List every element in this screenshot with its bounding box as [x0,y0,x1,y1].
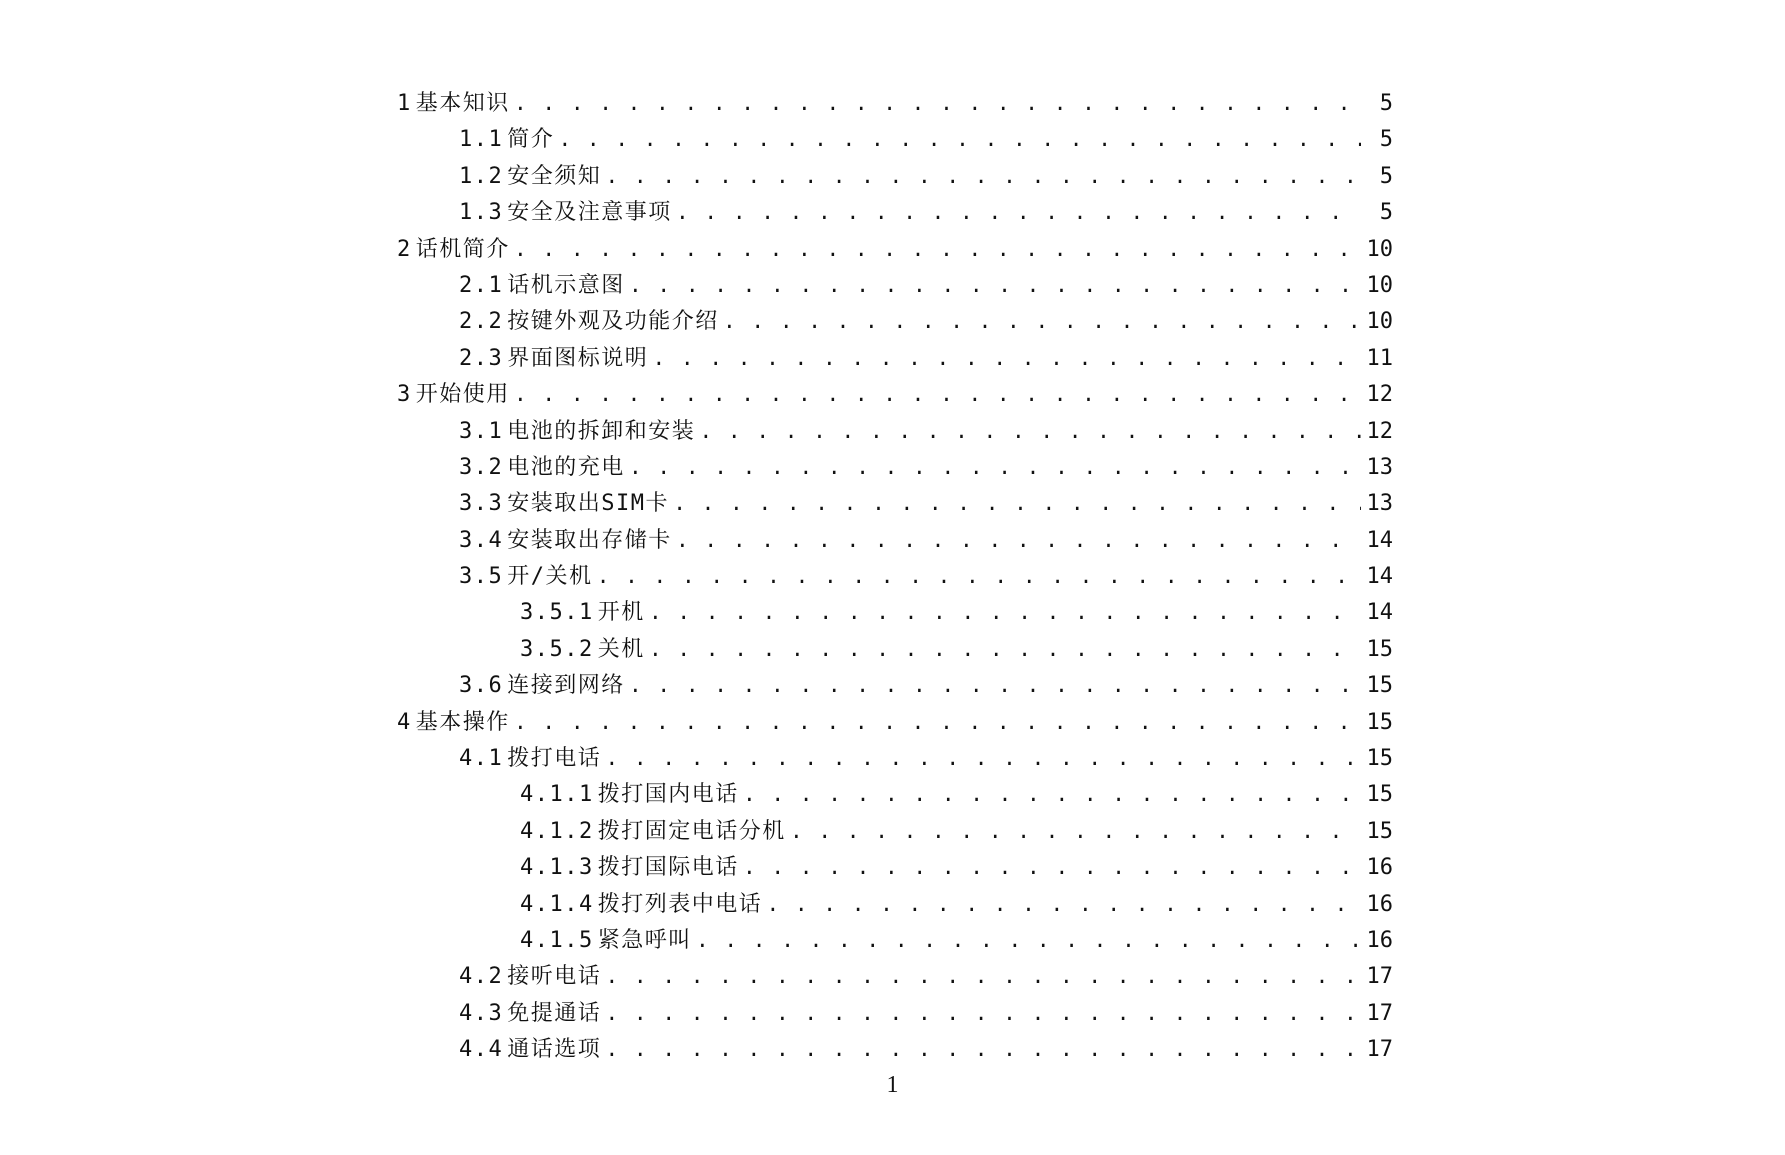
toc-entry-number: 4.4 [459,1037,504,1063]
toc-entry-label [459,450,625,481]
toc-entry-number: 4.3 [459,1000,504,1026]
toc-entry-page: 10 [1366,236,1393,262]
toc-entry-page: 17 [1366,964,1393,990]
toc-entry-title: 话机简介 [415,236,510,262]
toc-dot-leader [723,310,1361,335]
toc-entry-title: 电池的拆卸和安装 [507,418,696,444]
toc-entry-label [459,268,625,299]
toc-entry-title: 话机示意图 [507,272,625,298]
toc-entry[interactable] [397,523,1393,559]
toc-entry-page: 5 [1379,163,1393,189]
toc-entry-page: 11 [1366,345,1393,371]
toc-dot-leader [699,420,1361,445]
toc-entry-label [459,195,672,226]
toc-entry-title: 电池的充电 [507,454,625,480]
toc-entry[interactable] [397,122,1393,158]
toc-dot-leader [649,601,1361,626]
toc-dot-leader [514,383,1361,408]
toc-entry-page: 16 [1366,855,1393,881]
toc-entry-title: 拨打电话 [507,746,602,772]
toc-entry-number: 3.1 [459,418,504,444]
toc-entry-label [459,414,695,445]
toc-dot-leader [605,747,1361,772]
toc-entry[interactable] [397,632,1393,668]
toc-entry-label [459,341,648,372]
toc-dot-leader [790,820,1361,845]
toc-entry[interactable] [397,705,1393,741]
toc-entry-page: 12 [1366,382,1393,408]
toc-dot-leader [514,238,1361,263]
toc-entry-title: 安装取出存储卡 [507,527,672,553]
toc-entry[interactable] [397,414,1393,450]
toc-dot-leader [743,783,1361,808]
toc-entry-title: 拨打列表中电话 [597,891,763,917]
toc-entry[interactable] [397,959,1393,995]
toc-entry-label [520,777,739,808]
toc-entry-page: 16 [1366,891,1393,917]
toc-entry-title: 紧急呼叫 [597,927,692,953]
toc-entry-title: 基本知识 [415,91,510,116]
toc-entry[interactable] [397,232,1393,268]
toc-entry-label [459,559,593,590]
toc-entry-page: 5 [1379,200,1393,226]
toc-entry-title: 开始使用 [415,382,510,408]
toc-entry-title: 安全须知 [507,163,602,189]
toc-entry-page: 5 [1379,127,1393,153]
toc-entry[interactable] [397,159,1393,195]
toc-entry[interactable] [397,486,1393,522]
toc-entry-title: 简介 [507,127,555,153]
toc-dot-leader [696,929,1361,954]
table-of-contents [397,86,1393,1069]
toc-entry-number: 1 [397,91,412,116]
toc-entry[interactable] [397,304,1393,340]
page-number: 1 [886,1072,899,1098]
toc-entry-page: 10 [1366,272,1393,298]
toc-entry-number: 1.1 [459,127,504,153]
toc-entry-number: 2.1 [459,272,504,298]
toc-dot-leader [676,201,1361,226]
toc-entry-label [459,159,601,190]
toc-entry-label [459,996,601,1027]
toc-entry-page: 14 [1366,564,1393,590]
toc-dot-leader [514,711,1361,736]
toc-entry-label [459,1032,601,1063]
toc-entry-page: 13 [1366,491,1393,517]
toc-entry-title: 开/关机 [507,564,593,590]
toc-dot-leader [605,1002,1361,1027]
toc-entry-number: 4.1.3 [520,855,594,881]
toc-entry-title: 安装取出SIM卡 [507,491,669,517]
toc-entry-title: 拨打国内电话 [597,782,739,808]
toc-entry-number: 4.2 [459,964,504,990]
toc-entry-number: 1.2 [459,163,504,189]
toc-entry-number: 4 [397,709,412,735]
toc-entry[interactable] [397,996,1393,1032]
toc-entry-title: 界面图标说明 [507,345,649,371]
toc-entry-label [459,304,719,335]
toc-entry-page: 14 [1366,600,1393,626]
toc-entry-number: 3.5 [459,564,504,590]
toc-entry-number: 2 [397,236,412,262]
toc-entry-page: 15 [1366,709,1393,735]
toc-entry-label [459,741,601,772]
toc-entry[interactable] [397,268,1393,304]
toc-dot-leader [605,965,1361,990]
toc-entry-title: 接听电话 [507,964,602,990]
toc-entry[interactable] [397,741,1393,777]
toc-entry[interactable] [397,1032,1393,1068]
toc-entry-label [520,923,692,954]
toc-entry-page: 15 [1366,818,1393,844]
toc-dot-leader [605,165,1361,190]
toc-entry[interactable] [397,377,1393,413]
toc-entry-label [520,850,739,881]
toc-entry-number: 3.5.2 [520,636,594,662]
toc-entry-label [520,632,645,663]
toc-entry[interactable] [397,777,1393,813]
toc-entry-title: 安全及注意事项 [507,200,672,226]
toc-entry[interactable] [397,559,1393,595]
toc-entry-title: 拨打固定电话分机 [597,818,786,844]
toc-entry-page: 15 [1366,782,1393,808]
toc-entry-label [520,595,645,626]
toc-entry-label [397,705,510,736]
toc-entry-label [459,668,625,699]
toc-entry-label [459,523,672,554]
toc-entry-page: 5 [1379,91,1393,116]
toc-entry-label [397,377,510,408]
toc-entry-page: 17 [1366,1000,1393,1026]
toc-entry[interactable] [397,341,1393,377]
toc-entry-label [520,814,786,845]
toc-entry-number: 3 [397,382,412,408]
toc-entry-number: 3.3 [459,491,504,517]
toc-dot-leader [629,456,1361,481]
toc-entry-title: 通话选项 [507,1037,602,1063]
toc-entry-number: 4.1 [459,746,504,772]
toc-entry-label [459,122,554,153]
toc-entry[interactable] [397,86,1393,122]
toc-dot-leader [629,274,1361,299]
toc-entry[interactable] [397,814,1393,850]
toc-entry-title: 免提通话 [507,1000,602,1026]
toc-dot-leader [558,128,1361,153]
toc-entry[interactable] [397,450,1393,486]
toc-entry-page: 15 [1366,746,1393,772]
toc-dot-leader [514,92,1361,117]
toc-dot-leader [605,1038,1361,1063]
toc-dot-leader [649,638,1361,663]
toc-entry-title: 关机 [597,636,645,662]
toc-entry-page: 15 [1366,636,1393,662]
toc-entry-page: 13 [1366,454,1393,480]
toc-entry-label [520,887,762,918]
toc-entry-number: 4.1.5 [520,927,594,953]
toc-entry-title: 基本操作 [415,709,510,735]
toc-entry-title: 拨打国际电话 [597,855,739,881]
toc-entry[interactable] [397,195,1393,231]
toc-entry[interactable] [397,850,1393,886]
toc-entry-page: 15 [1366,673,1393,699]
toc-entry-number: 4.1.1 [520,782,594,808]
toc-dot-leader [629,674,1361,699]
toc-entry-title: 开机 [597,600,645,626]
toc-entry-title: 连接到网络 [507,673,625,699]
toc-entry-page: 14 [1366,527,1393,553]
toc-entry[interactable] [397,923,1393,959]
toc-dot-leader [676,529,1361,554]
toc-entry-label [397,86,510,117]
toc-entry-label [459,486,669,517]
toc-entry-label [397,232,510,263]
toc-entry-page: 16 [1366,927,1393,953]
toc-entry-number: 1.3 [459,200,504,226]
toc-entry[interactable] [397,887,1393,923]
toc-entry[interactable] [397,668,1393,704]
toc-entry-number: 4.1.4 [520,891,594,917]
toc-entry-number: 2.3 [459,345,504,371]
toc-dot-leader [652,347,1361,372]
toc-dot-leader [673,492,1361,517]
toc-entry-number: 2.2 [459,309,504,335]
toc-entry-number: 4.1.2 [520,818,594,844]
toc-entry-page: 17 [1366,1037,1393,1063]
toc-dot-leader [743,856,1361,881]
toc-entry-number: 3.4 [459,527,504,553]
toc-dot-leader [766,893,1361,918]
toc-entry-number: 3.2 [459,454,504,480]
toc-dot-leader [597,565,1362,590]
toc-entry-number: 3.6 [459,673,504,699]
toc-entry-page: 12 [1366,418,1393,444]
toc-entry[interactable] [397,595,1393,631]
toc-entry-page: 10 [1366,309,1393,335]
toc-entry-title: 按键外观及功能介绍 [507,309,719,335]
toc-entry-label [459,959,601,990]
toc-entry-number: 3.5.1 [520,600,594,626]
